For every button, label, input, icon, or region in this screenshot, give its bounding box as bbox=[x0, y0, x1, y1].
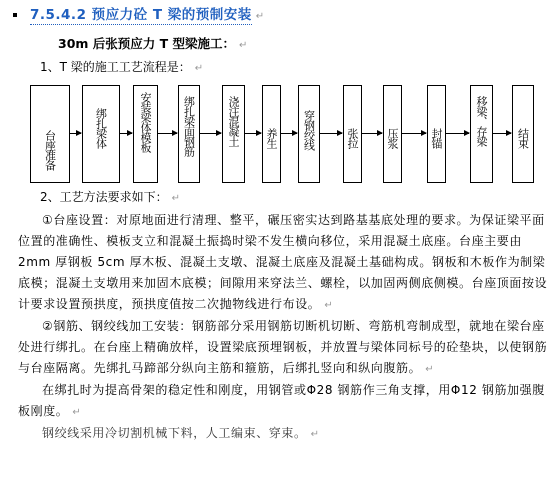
flow-step-box bbox=[298, 85, 320, 183]
flow-arrow bbox=[281, 133, 297, 134]
section-title bbox=[58, 34, 247, 52]
document-body bbox=[18, 210, 548, 445]
section-heading bbox=[30, 3, 265, 23]
flow-arrow bbox=[446, 133, 469, 134]
heading-text: 7.5.4.2 预应力砼 T 梁的预制安装 bbox=[30, 7, 252, 23]
flow-arrow bbox=[402, 133, 426, 134]
paragraph-text: ②钢筋、钢绞线加工安装：钢筋部分采用钢筋切断机切断、弯筋机弯制成型，就地在梁台座处进行绑扎。在台座上精确放样，设置梁底预埋钢板，并放置与梁体同标号的砼垫块，以使钢筋与台座隔离。先绑扎马蹄部分纵向主筋和箍筋，后绑扎竖向和纵向腹筋。 bbox=[18, 319, 548, 375]
return-mark: ↵ bbox=[194, 63, 204, 74]
paragraph-strand bbox=[18, 423, 548, 445]
paragraph-base-setup bbox=[18, 210, 548, 316]
paragraph-bracing bbox=[18, 380, 548, 423]
return-mark: ↵ bbox=[171, 193, 181, 204]
flow-step-label: 绑扎梁面钢筋 bbox=[182, 96, 196, 156]
flow-step-label: 穿钢绞线 bbox=[302, 110, 316, 150]
flow-step-box bbox=[222, 85, 245, 183]
return-mark: ↵ bbox=[425, 364, 435, 375]
flow-step-box bbox=[470, 85, 493, 183]
item-2-title bbox=[40, 188, 180, 205]
flow-step-box bbox=[133, 85, 158, 183]
flow-arrow bbox=[493, 133, 511, 134]
flow-step-box bbox=[82, 85, 120, 183]
return-mark: ↵ bbox=[310, 429, 320, 440]
bullet-square bbox=[13, 13, 17, 17]
flow-step-label: 养生 bbox=[265, 128, 278, 148]
return-mark: ↵ bbox=[72, 407, 82, 418]
flow-step-box bbox=[383, 85, 402, 183]
flow-step-label: 压浆 bbox=[386, 128, 399, 148]
flow-step-label: 封锚 bbox=[430, 128, 443, 148]
flow-step-label: 移梁、存梁 bbox=[475, 96, 488, 146]
item-1-title bbox=[40, 58, 203, 75]
paragraph-text: ①台座设置：对原地面进行清理、整平，碾压密实达到路基基底处理的要求。为保证梁平面位置的准确性、模板支立和混凝土振捣时梁不发生横向移位，采用混凝土底座。台座主要由 2mm 厚钢板 5cm 厚木板、混凝土支墩、混凝土底座及混凝土基础构成。钢板和木板作为制梁底模；混凝土支墩用来加固木底模；间隙用来穿法兰、螺栓，以加固两侧底侧模。台座顶面按设计要求设置预拱度，预拱度值按二次抛物线进行布设。 bbox=[18, 213, 548, 311]
flow-step-box bbox=[262, 85, 281, 183]
flow-step-label: 浇注混凝土 bbox=[227, 96, 240, 146]
flow-arrow bbox=[158, 133, 177, 134]
paragraph-text: 钢绞线采用冷切割机械下料，人工编束、穿束。 bbox=[42, 426, 307, 440]
item-1-title-text: 1、T 梁的施工工艺流程是： bbox=[40, 60, 191, 74]
return-mark: ↵ bbox=[255, 11, 265, 22]
flow-arrow bbox=[120, 133, 132, 134]
return-mark: ↵ bbox=[324, 300, 334, 311]
flow-step-label: 绑扎梁体 bbox=[94, 108, 108, 148]
flow-step-box bbox=[512, 85, 534, 183]
flow-arrow bbox=[70, 133, 81, 134]
flow-step-box bbox=[30, 85, 70, 183]
item-2-title-text: 2、工艺方法要求如下： bbox=[40, 190, 168, 204]
flow-arrow bbox=[362, 133, 382, 134]
flow-arrow bbox=[320, 133, 342, 134]
flow-step-label: 结束 bbox=[516, 128, 530, 148]
flow-step-box bbox=[178, 85, 200, 183]
process-flowchart bbox=[0, 80, 560, 190]
paragraph-text: 在绑扎时为提高骨架的稳定性和刚度，用钢管或Φ28 钢筋作三角支撑，用Φ12 钢筋加强腹板刚度。 bbox=[18, 383, 545, 418]
flow-arrow bbox=[200, 133, 221, 134]
flow-step-label: 张拉 bbox=[346, 128, 359, 148]
flow-step-box bbox=[343, 85, 362, 183]
paragraph-rebar bbox=[18, 316, 548, 380]
flow-step-box bbox=[427, 85, 446, 183]
return-mark: ↵ bbox=[239, 40, 248, 51]
section-title-text: 30m 后张预应力 T 型梁施工： bbox=[58, 36, 236, 51]
flow-arrow bbox=[245, 133, 261, 134]
flow-step-label: 安装梁体模板 bbox=[139, 92, 152, 152]
flow-step-label: 台座准备 bbox=[43, 130, 57, 170]
